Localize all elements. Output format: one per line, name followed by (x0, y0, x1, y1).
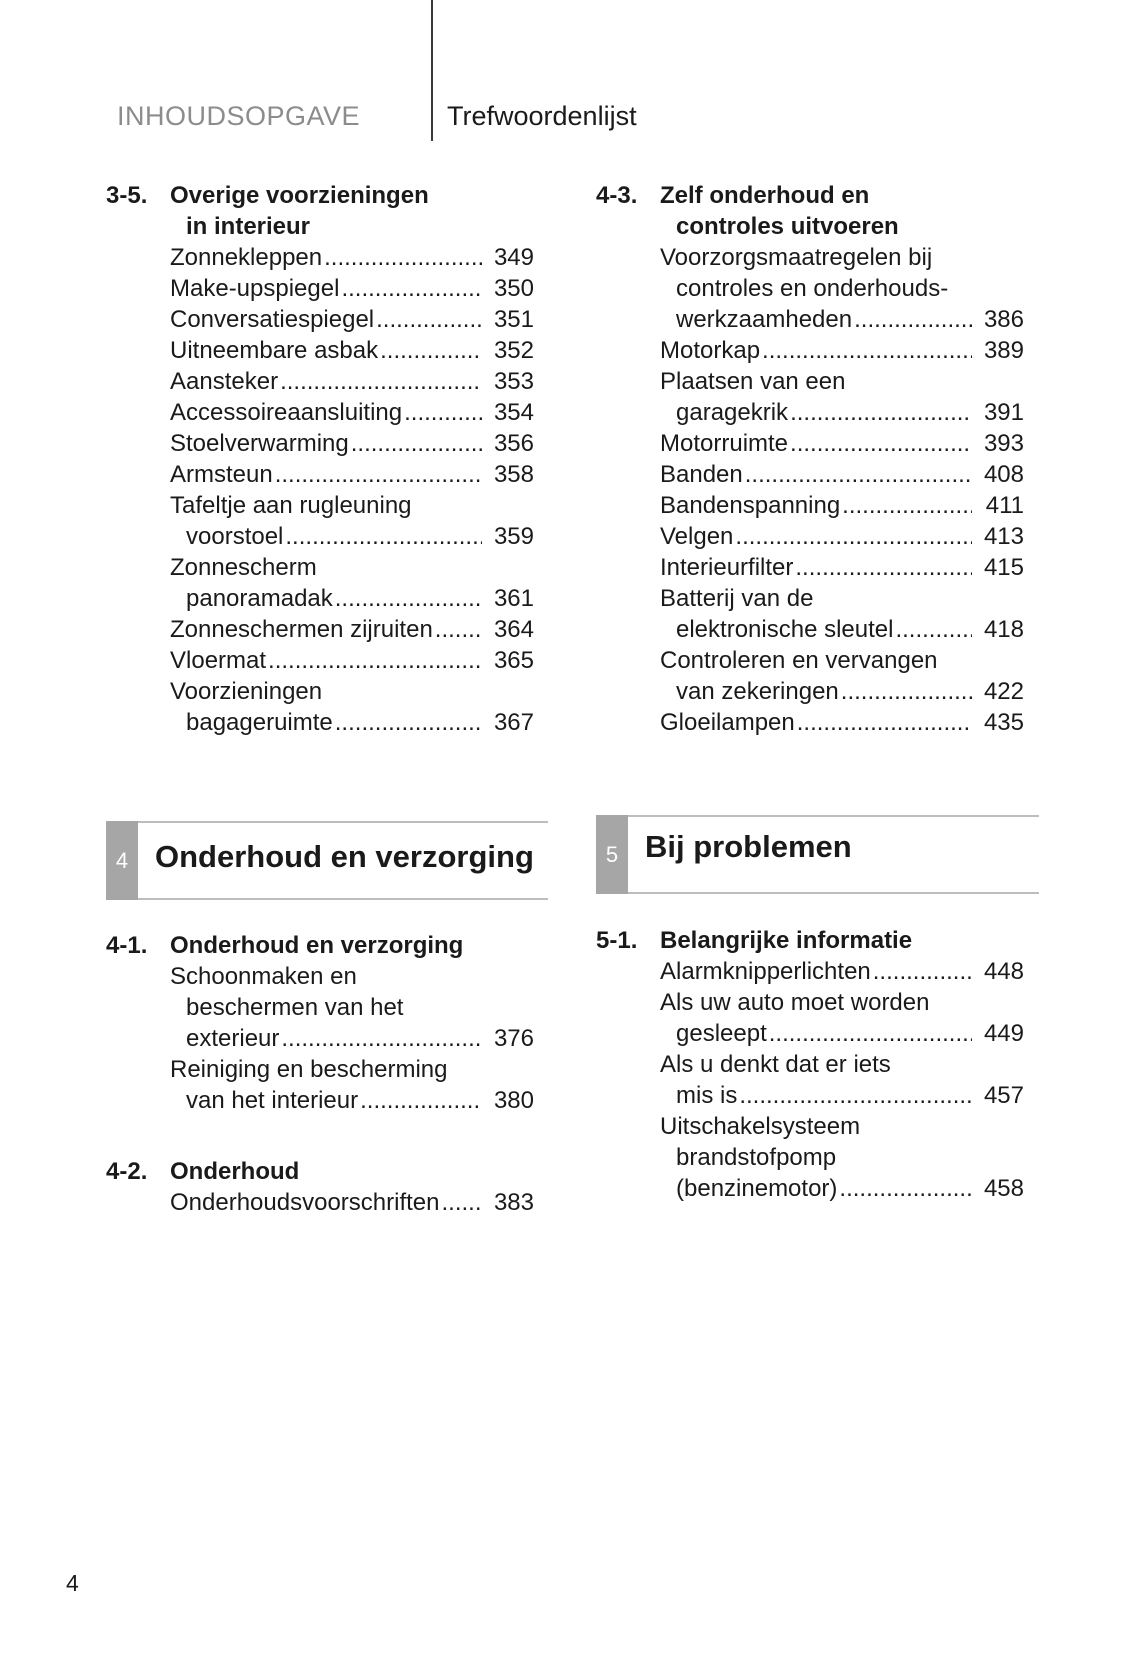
toc-entry[interactable] (596, 707, 1024, 738)
toc-entry-line (170, 242, 534, 273)
toc-entry-line (170, 273, 534, 304)
toc-page-number: 435 (983, 709, 1024, 736)
toc-entry-line (660, 366, 1024, 397)
toc-page-number: 411 (985, 492, 1024, 519)
toc-entry-line (170, 707, 534, 738)
toc-page-number: 364 (493, 616, 534, 643)
toc-entry-label: Zonneschermen zijruiten (170, 616, 433, 643)
dot-leader (873, 956, 972, 987)
toc-entry[interactable] (596, 428, 1024, 459)
dot-leader (335, 707, 482, 738)
section-title-continued: in interieur (186, 213, 311, 240)
dot-leader (404, 397, 482, 428)
toc-entry-line (660, 335, 1024, 366)
section-heading (106, 930, 534, 961)
dot-leader (739, 1080, 972, 1111)
dot-leader (324, 242, 482, 273)
toc-entry-line (660, 304, 1024, 335)
toc-entry-label: Batterij van de (660, 585, 814, 612)
toc-entry-line (170, 521, 534, 552)
toc-entry-line (170, 992, 534, 1023)
toc-entry[interactable] (596, 490, 1024, 521)
toc-entry[interactable] (106, 366, 534, 397)
chapter-title: Onderhoud en verzorging (155, 839, 534, 874)
toc-entry-line (660, 1173, 1024, 1204)
toc-entry-line (660, 273, 1024, 304)
toc-entry-line (170, 676, 534, 707)
toc-entry-line (660, 242, 1024, 273)
divider (138, 898, 548, 900)
toc-page-number: 356 (493, 430, 534, 457)
toc-entry-label: Bandenspanning (660, 492, 841, 519)
toc-section-4-1 (106, 930, 534, 1116)
dot-leader (839, 1173, 972, 1204)
toc-entry[interactable] (596, 583, 1024, 645)
toc-page-number: 393 (983, 430, 1024, 457)
toc-page-number: 349 (493, 244, 534, 271)
toc-entry[interactable] (106, 304, 534, 335)
toc-entry-label: werkzaamheden (676, 306, 853, 333)
entry-list (106, 242, 534, 738)
toc-entry[interactable] (106, 676, 534, 738)
toc-entry-line (660, 1018, 1024, 1049)
toc-entry-label: garagekrik (676, 399, 789, 426)
toc-page-number: 449 (983, 1020, 1024, 1047)
toc-entry-line (170, 961, 534, 992)
toc-entry[interactable] (596, 366, 1024, 428)
toc-entry[interactable] (596, 552, 1024, 583)
toc-entry[interactable] (596, 521, 1024, 552)
toc-entry-label: van het interieur (186, 1087, 359, 1114)
toc-section-5-1 (596, 925, 1024, 1204)
dot-leader (335, 583, 482, 614)
toc-entry-label: Banden (660, 461, 743, 488)
dot-leader (435, 614, 482, 645)
toc-entry-label: Motorkap (660, 337, 761, 364)
dot-leader (351, 428, 482, 459)
toc-entry-line (170, 366, 534, 397)
toc-entry-line (170, 428, 534, 459)
chapter-5-block[interactable] (596, 815, 1039, 894)
dot-leader (380, 335, 482, 366)
toc-page-number: 354 (493, 399, 534, 426)
toc-entry[interactable] (106, 397, 534, 428)
section-number: 4-3. (596, 182, 638, 209)
chapter-number-tab: 5 (596, 815, 628, 894)
toc-entry-line (660, 428, 1024, 459)
toc-page-number: 458 (983, 1175, 1024, 1202)
section-heading (106, 1156, 534, 1187)
dot-leader (441, 1187, 482, 1218)
toc-page-number: 413 (983, 523, 1024, 550)
toc-entry[interactable] (596, 1049, 1024, 1111)
divider (628, 815, 1039, 817)
dot-leader (841, 676, 972, 707)
toc-page-number: 376 (493, 1025, 534, 1052)
dot-leader (268, 645, 482, 676)
toc-section-4-2 (106, 1156, 534, 1218)
section-title: Belangrijke informatie (660, 927, 913, 954)
dot-leader (790, 428, 972, 459)
toc-page-number: 386 (983, 306, 1024, 333)
toc-page-number: 367 (493, 709, 534, 736)
toc-entry[interactable] (106, 242, 534, 273)
toc-page-number: 389 (983, 337, 1024, 364)
dot-leader (795, 552, 972, 583)
toc-entry-line (660, 614, 1024, 645)
toc-entry-line (660, 490, 1024, 521)
toc-entry-label: panoramadak (186, 585, 333, 612)
header-index-link[interactable]: Trefwoordenlijst (447, 101, 637, 131)
toc-entry-label: voorstoel (186, 523, 284, 550)
section-number: 3-5. (106, 182, 148, 209)
toc-entry-line (660, 1049, 1024, 1080)
toc-entry-label: Voorzieningen (170, 678, 323, 705)
toc-entry[interactable] (106, 459, 534, 490)
toc-entry-label: Zonnescherm (170, 554, 317, 581)
toc-entry-label: Alarmknipperlichten (660, 958, 871, 985)
toc-page-number: 351 (493, 306, 534, 333)
toc-page-number: 457 (983, 1082, 1024, 1109)
toc-entry-label: Accessoireaansluiting (170, 399, 403, 426)
dot-leader (281, 1023, 482, 1054)
dot-leader (735, 521, 972, 552)
toc-entry-line (170, 304, 534, 335)
dot-leader (854, 304, 972, 335)
toc-entry[interactable] (596, 459, 1024, 490)
toc-entry-label: Vloermat (170, 647, 267, 674)
toc-entry-label: Voorzorgsmaatregelen bij (660, 244, 933, 271)
toc-entry-label: brandstofpomp (676, 1144, 837, 1171)
toc-entry-line (170, 1085, 534, 1116)
toc-entry-label: bagageruimte (186, 709, 333, 736)
toc-entry-line (660, 1111, 1024, 1142)
dot-leader (762, 335, 972, 366)
toc-entry-line (660, 1080, 1024, 1111)
divider (628, 892, 1039, 894)
toc-section-3-5 (106, 180, 534, 738)
toc-entry-line (660, 583, 1024, 614)
toc-entry-label: Als u denkt dat er iets (660, 1051, 891, 1078)
toc-entry[interactable] (596, 1111, 1024, 1204)
toc-entry[interactable] (106, 273, 534, 304)
toc-entry-line (170, 490, 534, 521)
toc-entry-label: Interieurfilter (660, 554, 794, 581)
toc-entry-label: controles en onderhouds- (676, 275, 949, 302)
toc-page-number: 358 (493, 461, 534, 488)
section-number: 4-1. (106, 932, 148, 959)
toc-entry-label: gesleept (676, 1020, 767, 1047)
toc-entry-line (170, 459, 534, 490)
toc-entry-line (660, 459, 1024, 490)
toc-entry-line (660, 987, 1024, 1018)
entry-list (596, 956, 1024, 1204)
toc-entry-line (170, 1187, 534, 1218)
toc-entry-line (660, 956, 1024, 987)
toc-page-number: 408 (983, 461, 1024, 488)
section-heading (106, 180, 534, 242)
header-section-label: INHOUDSOPGAVE (117, 101, 361, 131)
entry-list (106, 961, 534, 1116)
toc-page-number: 359 (493, 523, 534, 550)
toc-page-number: 352 (493, 337, 534, 364)
dot-leader (790, 397, 972, 428)
toc-entry[interactable] (106, 961, 534, 1054)
toc-entry-label: mis is (676, 1082, 738, 1109)
toc-entry-line (170, 614, 534, 645)
toc-entry-label: Stoelverwarming (170, 430, 349, 457)
toc-entry[interactable] (596, 987, 1024, 1049)
toc-entry-label: (benzinemotor) (676, 1175, 838, 1202)
dot-leader (376, 304, 482, 335)
toc-entry-label: Aansteker (170, 368, 279, 395)
toc-entry-line (170, 335, 534, 366)
toc-entry[interactable] (596, 335, 1024, 366)
toc-entry-line (660, 521, 1024, 552)
toc-entry[interactable] (106, 1187, 534, 1218)
toc-page-number: 415 (983, 554, 1024, 581)
section-title: Zelf onderhoud en (660, 182, 870, 209)
toc-page-number: 422 (983, 678, 1024, 705)
toc-page-number: 365 (493, 647, 534, 674)
dot-leader (341, 273, 482, 304)
toc-entry[interactable] (106, 490, 534, 552)
section-heading (596, 180, 1024, 242)
toc-entry[interactable] (106, 428, 534, 459)
toc-entry-label: Als uw auto moet worden (660, 989, 930, 1016)
toc-entry-label: Tafeltje aan rugleuning (170, 492, 412, 519)
toc-entry[interactable] (596, 645, 1024, 707)
toc-entry-label: van zekeringen (676, 678, 839, 705)
toc-entry-line (170, 1023, 534, 1054)
toc-entry[interactable] (596, 956, 1024, 987)
toc-entry[interactable] (106, 614, 534, 645)
toc-page-number: 418 (983, 616, 1024, 643)
section-number: 5-1. (596, 927, 638, 954)
toc-entry-label: Armsteun (170, 461, 273, 488)
dot-leader (842, 490, 972, 521)
toc-entry-line (660, 397, 1024, 428)
toc-entry-label: Make-upspiegel (170, 275, 340, 302)
toc-entry-label: Velgen (660, 523, 734, 550)
toc-entry[interactable] (106, 1054, 534, 1116)
toc-entry[interactable] (106, 645, 534, 676)
divider (138, 821, 548, 823)
toc-entry-label: Onderhoudsvoorschriften (170, 1189, 440, 1216)
dot-leader (360, 1085, 482, 1116)
toc-entry-label: beschermen van het (186, 994, 404, 1021)
section-title-continued: controles uitvoeren (676, 213, 899, 240)
toc-page-number: 391 (983, 399, 1024, 426)
toc-entry-line (660, 552, 1024, 583)
toc-entry-line (660, 676, 1024, 707)
toc-entry-label: Uitneembare asbak (170, 337, 379, 364)
toc-entry-label: Zonnekleppen (170, 244, 323, 271)
toc-section-4-3 (596, 180, 1024, 738)
toc-entry-label: Controleren en vervangen (660, 647, 938, 674)
entry-list (106, 1187, 534, 1218)
chapter-number-tab: 4 (106, 821, 138, 900)
section-number: 4-2. (106, 1158, 148, 1185)
toc-entry-line (170, 583, 534, 614)
toc-entry-line (660, 707, 1024, 738)
toc-entry-label: Plaatsen van een (660, 368, 846, 395)
dot-leader (285, 521, 482, 552)
toc-page-number: 380 (493, 1087, 534, 1114)
toc-entry-label: Conversatiespiegel (170, 306, 375, 333)
toc-entry-line (170, 552, 534, 583)
toc-entry-line (170, 1054, 534, 1085)
toc-page-number: 350 (493, 275, 534, 302)
toc-entry[interactable] (106, 335, 534, 366)
section-title: Onderhoud en verzorging (170, 932, 464, 959)
toc-entry-label: Reiniging en bescherming (170, 1056, 448, 1083)
chapter-title: Bij problemen (645, 829, 852, 864)
header-divider (431, 0, 433, 141)
dot-leader (280, 366, 482, 397)
toc-entry-line (660, 1142, 1024, 1173)
toc-page-number: 353 (493, 368, 534, 395)
toc-entry[interactable] (596, 242, 1024, 335)
dot-leader (895, 614, 972, 645)
toc-page-number: 448 (983, 958, 1024, 985)
toc-page-number: 361 (493, 585, 534, 612)
toc-entry-line (170, 397, 534, 428)
page-number: 4 (66, 1570, 79, 1596)
toc-entry-line (170, 645, 534, 676)
toc-entry-label: elektronische sleutel (676, 616, 894, 643)
dot-leader (769, 1018, 972, 1049)
entry-list (596, 242, 1024, 738)
toc-entry-label: Schoonmaken en (170, 963, 357, 990)
toc-page-number: 383 (493, 1189, 534, 1216)
chapter-4-block[interactable] (106, 821, 548, 900)
toc-entry-label: Uitschakelsysteem (660, 1113, 861, 1140)
dot-leader (275, 459, 482, 490)
toc-entry-line (660, 645, 1024, 676)
toc-entry[interactable] (106, 552, 534, 614)
dot-leader (745, 459, 972, 490)
toc-entry-label: Motorruimte (660, 430, 789, 457)
section-title: Onderhoud (170, 1158, 300, 1185)
toc-entry-label: Gloeilampen (660, 709, 795, 736)
section-title: Overige voorzieningen (170, 182, 429, 209)
section-heading (596, 925, 1024, 956)
toc-entry-label: exterieur (186, 1025, 280, 1052)
dot-leader (797, 707, 972, 738)
